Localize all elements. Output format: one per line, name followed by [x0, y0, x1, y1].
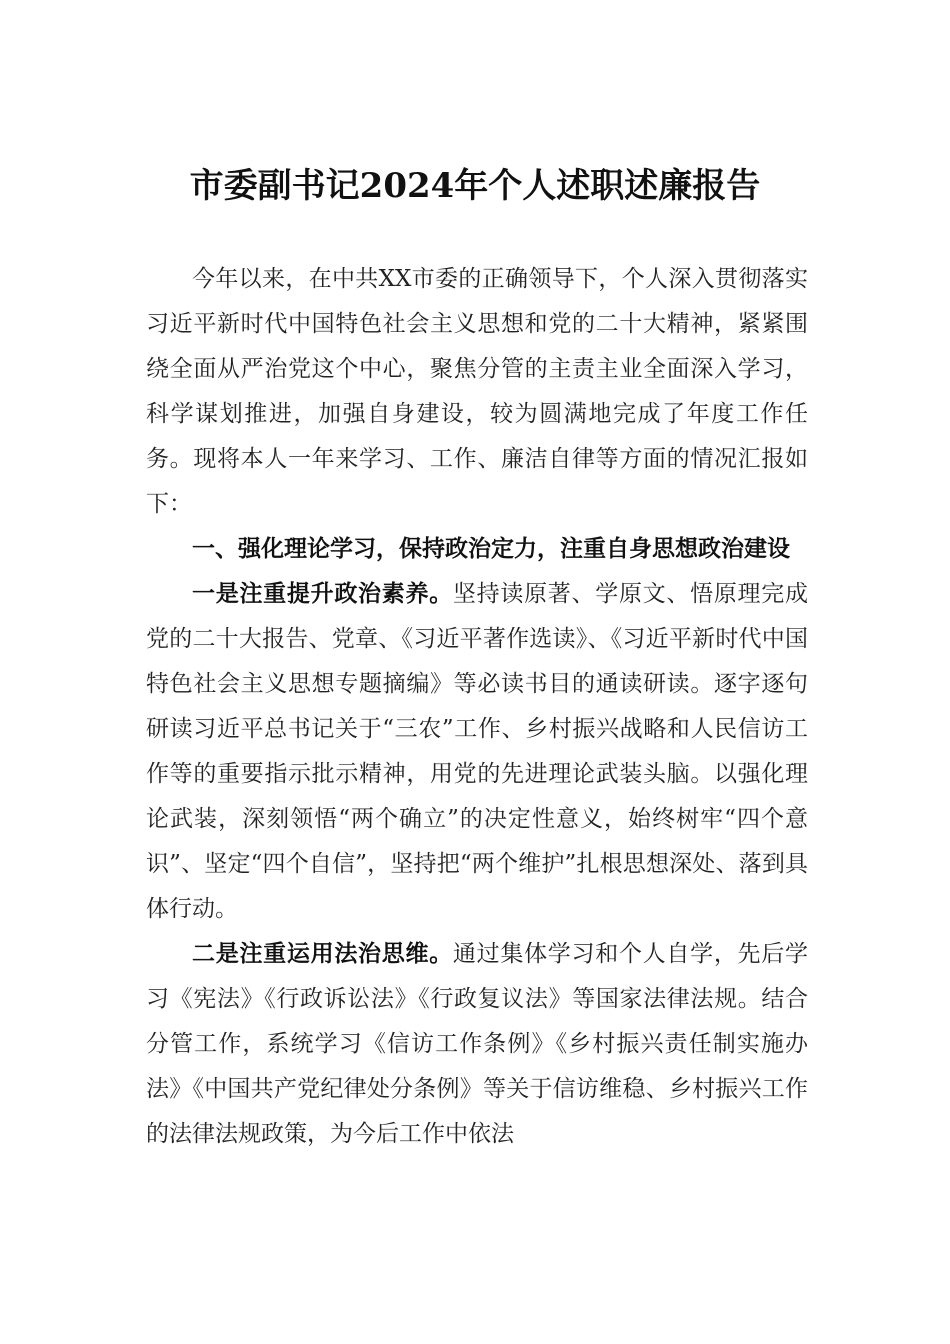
paragraph-2-lead: 二是注重运用法治思维。: [192, 941, 453, 967]
intro-paragraph: 今年以来，在中共XX市委的正确领导下，个人深入贯彻落实习近平新时代中国特色社会主义思想和党的二十大精神，紧紧围绕全面从严治党这个中心，聚焦分管的主责主业全面深入学习，科学谋划推进，加强自身建设，较为圆满地完成了年度工作任务。现将本人一年来学习、工作、廉洁自律等方面的情况汇报如下：: [146, 266, 808, 517]
paragraph-1-lead: 一是注重提升政治素养。: [192, 581, 453, 607]
document-body: [146, 257, 808, 1157]
paragraph-1: [146, 572, 808, 932]
section-heading-1: 一、强化理论学习，保持政治定力，注重自身思想政治建设: [192, 536, 790, 562]
paragraph-2: [146, 932, 808, 1157]
document-title: 市委副书记2024年个人述职述廉报告: [189, 166, 761, 206]
paragraph-1-text: 坚持读原著、学原文、悟原理完成党的二十大报告、党章、《习近平著作选读》、《习近平新时代中国特色社会主义思想专题摘编》等必读书目的通读研读。逐字逐句研读习近平总书记关于“三农”工作、乡村振兴战略和人民信访工作等的重要指示批示精神，用党的先进理论武装头脑。以强化理论武装，深刻领悟“两个确立”的决定性意义，始终树牢“四个意识”、坚定“四个自信”，坚持把“两个维护”扎根思想深处、落到具体行动。: [146, 581, 809, 922]
paragraph-2-text: 通过集体学习和个人自学，先后学习《宪法》《行政诉讼法》《行政复议法》等国家法律法规。结合分管工作，系统学习《信访工作条例》《乡村振兴责任制实施办法》《中国共产党纪律处分条例》等关于信访维稳、乡村振兴工作的法律法规政策，为今后工作中依法: [146, 941, 809, 1147]
